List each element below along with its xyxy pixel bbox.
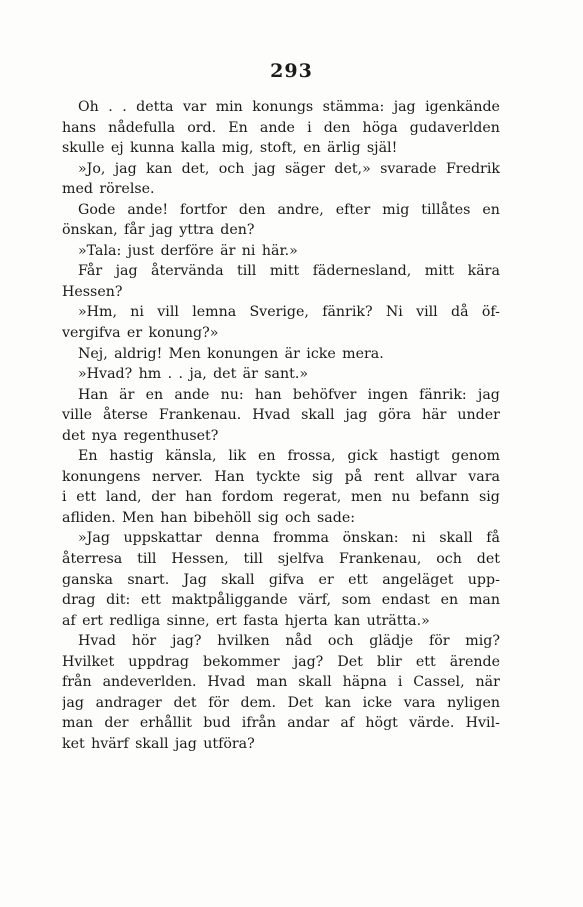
word: han [185,489,213,506]
word: stoft, [259,140,297,157]
page-number: 293 [270,60,313,82]
word: ni [412,530,426,547]
word: ett [415,653,436,670]
word: konung?» [148,325,219,342]
word: Oh [78,99,99,115]
word: andrager [95,694,162,711]
word: ande! [127,201,169,218]
word: redliga [109,612,161,629]
word: fänrik: [419,386,467,403]
word: af [340,715,355,732]
word: Får [78,263,103,280]
text-line [62,282,500,303]
word: det, [181,160,210,177]
word: i [397,674,403,691]
word: han [160,509,188,526]
word: regerat, [283,489,342,506]
word: man [468,592,500,609]
word: och [436,551,462,568]
word: En [228,119,248,136]
word: konungens [62,468,141,485]
word: Hvad [207,674,246,691]
word: kan [324,694,351,711]
word: . [122,99,127,115]
word: och [327,633,354,650]
body-text [62,97,500,755]
word: ganska [62,571,114,588]
word: ifrån [241,715,276,732]
word: endast [381,592,430,609]
word: ej [110,140,124,157]
word: just [127,242,155,259]
word: få [486,530,500,547]
word: Sverige, [249,304,309,321]
word: regenthuset? [123,427,219,444]
text-line [62,385,500,406]
word: han [254,386,282,403]
word: bud [203,715,231,732]
word: det [476,551,500,568]
word: hvilken [217,633,270,650]
word: här.» [261,242,298,259]
word: nyligen [447,694,500,711]
word: en [482,201,500,218]
word: Fredrik [445,160,500,177]
word: erhållit [139,715,192,732]
word: Hvilket [62,653,115,670]
word: ärlig [327,140,361,157]
text-line [62,97,500,118]
word: mitt [424,263,455,280]
word: Frankenau, [338,551,422,568]
word: ingen [367,386,408,403]
word: ett [348,571,368,588]
word: en [258,448,276,465]
word: nya [91,427,118,444]
word: jag [253,160,276,177]
word: dem. [240,694,276,711]
word: mera. [342,345,384,362]
word: är [220,242,236,259]
word: ett [76,489,97,506]
text-line [62,261,500,282]
word: icke [362,694,393,711]
word: lik [228,448,247,465]
word: ket [62,735,85,752]
word: önskan, [62,222,118,239]
word: nu [391,489,411,506]
word: Gode [78,201,116,218]
word: bekommer [202,653,280,670]
word: hm [138,366,162,383]
word: och [285,509,311,526]
text-line [62,405,500,426]
word: mig? [465,633,500,650]
word: der [151,489,176,506]
word: svarade [380,160,437,177]
word: derföre [160,242,214,259]
word: kunna [130,140,175,157]
word: »Hm, [78,304,118,321]
word: då [451,304,469,321]
word: mitt [269,263,300,280]
word: konungen [207,345,279,362]
word: jag [393,99,416,115]
word: skall [301,407,335,424]
word: återse [102,407,148,424]
word: icke [306,345,336,362]
word: den [238,201,266,218]
word: jag? [293,653,324,670]
word: säger [285,160,326,177]
word: Men [121,509,155,526]
word: man [62,715,94,732]
word: ande [174,386,210,403]
word: Hessen? [62,283,123,300]
word: Hvad [78,633,116,650]
word: bibehöll [193,509,252,526]
word: till [237,263,257,280]
word: der [104,715,129,732]
word: när [475,674,500,691]
word: »Tala: [78,242,122,259]
word: kan [146,160,173,177]
word: efter [335,201,371,218]
word: ja, [189,366,207,383]
word: med [62,181,93,198]
word: nu: [220,386,244,403]
word: er [318,571,334,588]
word: ert [216,612,237,629]
word: . [108,99,113,115]
text-line [62,734,500,755]
word: min [215,99,243,115]
word: En [78,448,98,465]
word: igenkände [425,99,500,115]
text-line [62,611,500,632]
word: hastig [109,448,154,465]
word: till [137,551,157,568]
text-line [62,364,500,385]
word: angeläget [382,571,454,588]
word: en [145,386,164,403]
word: hastigt [389,448,440,465]
word: sjelfva [277,551,325,568]
word: värf, [298,592,331,609]
word: behöfver [292,386,357,403]
word: glädje [369,633,414,650]
word: rörelse. [99,181,155,198]
word: drag [62,592,96,609]
word: jag [115,263,138,280]
word: högt [365,715,398,732]
word: sig [257,509,279,526]
word: blir [376,653,402,670]
word: ni [130,304,144,321]
word: maktpåliggande [171,592,288,609]
word: gudaverlden [409,119,500,136]
word: Frankenau. [158,407,242,424]
word: fasta [243,612,279,629]
word: jag? [171,633,202,650]
word: yttra [179,222,214,239]
word: nerver. [152,468,203,485]
word: var [182,99,207,115]
word: från [62,674,92,691]
word: skall [221,571,255,588]
word: gick [347,448,378,465]
word: man [256,674,288,691]
word: hans [62,119,97,136]
word: ert [82,612,103,629]
text-line [62,138,500,159]
word: den [323,119,351,136]
word: Men [168,345,201,362]
word: skall [135,735,169,752]
word: fromma [273,530,330,547]
text-line [62,179,500,200]
word: »Jo, [78,160,106,177]
text-line [62,467,500,488]
word: sant.» [264,366,309,383]
text-line [62,549,500,570]
word: är [242,366,258,383]
word: jag [150,222,173,239]
word: den? [220,222,255,239]
word: lemna [192,304,237,321]
word: hvärf [91,735,129,752]
word: ni [241,242,256,259]
word: Jag [183,571,207,588]
word: skulle [62,140,105,157]
word: frossa, [287,448,336,465]
word: och [218,160,245,177]
word: häpna [342,674,387,691]
word: ville [62,407,93,424]
word: önskan: [342,530,399,547]
word: andeverlden. [102,674,197,691]
word: Det [287,694,314,711]
text-line [62,487,500,508]
word: aldrig! [114,345,163,362]
word: afliden. [62,509,116,526]
word: jag [174,735,197,752]
word: vill [157,304,179,321]
word: af [62,612,76,629]
word: utföra? [203,735,255,752]
word: uppdrag [128,653,189,670]
word: nådefulla [108,119,176,136]
word: sig [312,468,334,485]
word: det [173,694,197,711]
word: återvända [151,263,224,280]
text-line [62,713,500,734]
word: Ni [385,304,403,321]
word: dit: [106,592,131,609]
word: Hvad [252,407,291,424]
word: får [124,222,145,239]
word: höga [362,119,398,136]
word: andar [287,715,330,732]
word: fortfor [180,201,227,218]
word: ande [259,119,295,136]
word: upp- [467,571,500,588]
word: känsla, [165,448,217,465]
word: sig [478,489,500,506]
word: göra [378,407,412,424]
word: denna [215,530,260,547]
text-line [62,446,500,467]
word: under [457,407,500,424]
word: er [126,325,143,342]
text-line [62,508,500,529]
text-line [62,200,500,221]
word: ord. [187,119,217,136]
word: detta [136,99,174,115]
word: jag [477,386,500,403]
word: vara [468,468,500,485]
text-line [62,323,500,344]
word: till [243,551,263,568]
word: för [428,633,450,650]
text-line [62,693,500,714]
word: Hvil- [465,715,500,732]
text-line [62,426,500,447]
text-line [62,344,500,365]
word: i [62,489,67,506]
word: mig [382,201,410,218]
word: öf- [481,304,500,321]
word: på [344,468,363,485]
word: Det [337,653,363,670]
word: uppskattar [123,530,202,547]
word: befann [419,489,470,506]
word: mig, [221,140,254,157]
word: jag [114,160,137,177]
word: jag [345,407,368,424]
word: vergifva [62,325,121,342]
word: ett [141,592,161,609]
text-line [62,528,500,549]
word: genom [451,448,500,465]
word: Han [78,386,108,403]
word: tyckte [256,468,301,485]
text-line [62,672,500,693]
text-line [62,302,500,323]
word: allvar [415,468,457,485]
word: men [351,489,382,506]
word: kära [467,263,500,280]
word: Cassel, [413,674,465,691]
word: Nej, [78,345,108,362]
word: en [440,592,459,609]
text-line [62,159,500,180]
word: land, [105,489,142,506]
word: hör [131,633,157,650]
word: sinne, [166,612,210,629]
word: är [284,345,300,362]
word: rent [374,468,405,485]
text-line [62,220,500,241]
word: det [213,366,237,383]
text-line [62,241,500,262]
word: Han [214,468,245,485]
word: kalla [180,140,216,157]
word: vill [416,304,438,321]
word: fädernesland, [312,263,412,280]
word: fordom [221,489,274,506]
word: kan [334,612,361,629]
word: ärende [449,653,500,670]
word: skall [298,674,332,691]
word: hjerta [284,612,328,629]
word: stämma: [322,99,385,115]
text-line [62,652,500,673]
word: uträtta.» [366,612,430,629]
word: . [167,366,173,383]
word: . [178,366,183,383]
word: en [303,140,321,157]
word: det [62,427,86,444]
word: här [422,407,447,424]
word: vara [403,694,436,711]
word: skall [439,530,473,547]
text-line [62,590,500,611]
word: gifva [268,571,305,588]
text-line [62,570,500,591]
word: tillåtes [421,201,471,218]
word: återresa [62,551,123,568]
word: andre, [277,201,324,218]
text-line [62,631,500,652]
word: sade: [317,509,356,526]
word: »Jag [78,530,110,547]
word: Hessen, [171,551,229,568]
word: konungs [252,99,314,115]
word: det,» [334,160,371,177]
word: är [119,386,135,403]
word: nåd [285,633,313,650]
word: som [341,592,372,609]
word: jag [62,694,84,711]
word: snart. [127,571,170,588]
word: värde. [409,715,455,732]
word: själ! [366,140,398,157]
word: »Hvad? [78,366,133,383]
word: för [208,694,229,711]
word: i [307,119,312,136]
word: fänrik? [322,304,373,321]
text-line [62,118,500,139]
